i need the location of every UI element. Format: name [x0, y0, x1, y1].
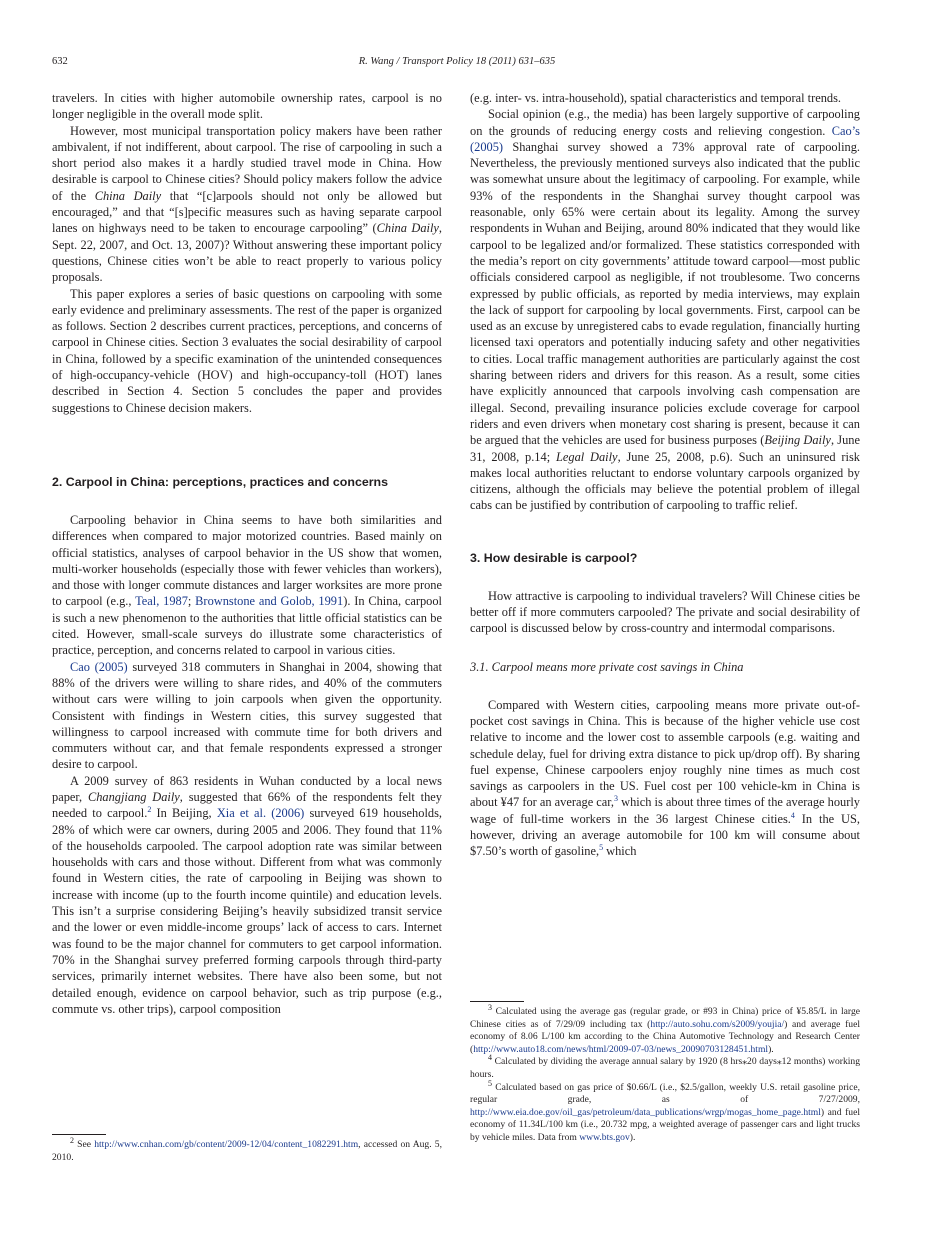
journal-citation: R. Wang / Transport Policy 18 (2011) 631–635: [358, 56, 556, 67]
subsection-3-1-heading: 3.1. Carpool means more private cost savings in China: [470, 659, 744, 674]
footnote-divider: [52, 1134, 106, 1135]
paragraph: travelers. In cities with higher automobile ownership rates, carpool is no longer negligible in the overall mode split.: [52, 91, 442, 122]
footnote-url-link[interactable]: http://auto.sohu.com/s2009/youjia/: [650, 1018, 785, 1030]
footnotes-right: [470, 1001, 860, 1145]
footnote-3: $^3$ Calculated using the average gas (regular grade, or #93 in China) price of ¥5.85/L in large Chinese cities as of 7/29/09 including tax (http://auto.sohu.com/s2009/youjia/) and average fuel economy of 8.06 L/100 km according to the China Automotive Technology and Research Center (http://www.auto18.com/news/html/2009-07-03/news_20090703128451.html).: [470, 1002, 860, 1055]
footnote-2: $^2$ See http://www.cnhan.com/gb/content/2009-12/04/content_1082291.htm, accessed on Aug. 5, 2010.: [52, 1135, 442, 1163]
footnote-4: $^4$ Calculated by dividing the average annual salary by 1920 (8 hrs⁎20 days⁎12 months) working hours.: [470, 1053, 860, 1080]
right-column: [470, 90, 860, 860]
reference-link[interactable]: Teal, 1987: [135, 594, 188, 609]
footnote-marker[interactable]: 2: [147, 805, 152, 815]
paragraph: Cao (2005) surveyed 318 commuters in Shanghai in 2004, showing that 88% of the drivers were willing to share rides, and 40% of the commuters without cars were willing to join carpools when given the opportunity. Consistent with findings in Western cities, this survey suggested that willingness to carpool increased with commute time for both drivers and commuters without car, and that female respondents expressed a stronger desire to carpool.: [52, 659, 442, 772]
footnote-marker[interactable]: 3: [614, 794, 619, 804]
reference-link[interactable]: Cao (2005): [70, 659, 128, 674]
left-column: [52, 90, 442, 1017]
paragraph: How attractive is carpooling to individual travelers? Will Chinese cities be better off if more commuters carpooled? The private and social desirability of carpool is discussed below by cross-country and intermodal comparisons.: [470, 588, 860, 636]
paragraph: Carpooling behavior in China seems to have both similarities and differences when compared to major motorized countries. Based mainly on official statistics, analyses of carpool behavior in the US show that women, multi-worker households (especially those with fewer vehicles than workers), and those with longer commute distances and larger worksites are more prone to carpool (e.g., Teal, 1987; Brownstone and Golob, 1991). In China, carpool is such a new phenomenon to the authorities that little official statistics can be cited. However, small-scale surveys do illustrate some characteristics of practice, perception, and concerns related to carpool in various cities.: [52, 512, 442, 658]
running-header: [52, 56, 862, 72]
paragraph: Social opinion (e.g., the media) has been largely supportive of carpooling on the grounds of reducing energy costs and relieving congestion. Cao’s (2005) Shanghai survey showed a 73% approval rate of carpooling. Nevertheless, the previously mentioned surveys also indicated that the public was somewhat unsure about the legitimacy of carpooling. For example, while 93% of the respondents in the Shanghai survey thought carpool was reasonable, only 65% were certain about its legality. Among the survey respondents in Wuhan and Beijing, around 80% indicated that they would like carpool to be legalized and/or formalized. These statistics corresponded with the media’s report on city governments’ attitude toward carpool—most public officials considered carpool as negligible, if not troublesome. Two concerns expressed by public officials, as reported by media interviews, may explain the lack of support for carpooling by local governments. First, carpool can be used as an excuse by unregistered cabs to evade regulation, financially hurting licensed taxi operators and potentially inducing safety and other negativities to cities. Local traffic management authorities are particularly against the cost sharing between riders and drivers for this reason. As a result, some cities have explicitly announced that carpools involving cash compensation are illegal. Second, prevailing insurance policies exclude coverage for carpool riders and even drivers when monetary cost sharing is present, because it can be argued that the vehicles are used for business purposes (Beijing Daily, June 31, 2008, p.14; Legal Daily, June 25, 2008, p.6). Such an uninsured risk makes local authorities reluctant to endorse voluntary carpools organized by citizens, although the officials may believe the potential problem of illegal cabs can be justified by contribution of carpooling to traffic relief.: [470, 107, 860, 513]
footnote-divider: [470, 1001, 524, 1002]
footnote-5: $^5$ Calculated based on gas price of $0.66/L (i.e., $2.5/gallon, weekly U.S. retail gasoline price, regular grade, as of 7/27/2009, http://www.eia.doe.gov/oil_gas/petroleum/data_publications/wrgp/mogas_home_page.html) and fuel economy of 11.34L/100 km (i.e., 20.732 mpg, a weighted average of passenger cars and light trucks by vehicle miles. Data from www.bts.gov).: [470, 1078, 860, 1143]
footnote-marker[interactable]: 4: [790, 810, 795, 820]
footnote-url-link[interactable]: http://www.eia.doe.gov/oil_gas/petroleum/data_publications/wrgp/mogas_home_page.html: [470, 1106, 821, 1118]
paragraph: A 2009 survey of 863 residents in Wuhan conducted by a local news paper, Changjiang Daily, suggested that 66% of the respondents felt they needed to carpool.$^2$ In Beijing, Xia et al. (2006) surveyed 619 households, 28% of which were car owners, during 2005 and 2006. They found that 11% of the households carpooled. The carpool adoption rate was similar between households with cars and those without. Different from what was commonly found in Western cities, the rate of carpooling in Beijing was shown to increase with income (up to the fourth income quintile) and education levels. This isn’t a surprise considering Beijing’s heavily subsidized transit service and the lower or even middle-income groups’ lack of access to cars. Internet was found to be the major channel for commuters to get carpool information. 70% in the Shanghai survey preferred forming carpools through third-party services, primarily internet websites. There have also been some, but not detailed enough, evidence on carpool behavior, such as trip purpose (e.g., commute vs. other trips), carpool composition: [52, 773, 443, 1016]
footnote-marker[interactable]: 5: [599, 843, 604, 853]
footnote-url-link[interactable]: www.bts.gov: [579, 1131, 630, 1143]
paragraph: (e.g. inter- vs. intra-household), spatial characteristics and temporal trends.: [470, 91, 841, 105]
reference-link[interactable]: Brownstone and Golob, 1991: [195, 594, 344, 609]
reference-link[interactable]: Cao’s (2005): [470, 123, 860, 154]
section-3-heading: 3. How desirable is carpool?: [470, 550, 638, 565]
footnote-url-link[interactable]: http://www.auto18.com/news/html/2009-07-03/news_20090703128451.html: [473, 1043, 769, 1055]
reference-link[interactable]: Xia et al. (2006): [216, 806, 305, 821]
paragraph: However, most municipal transportation policy makers have been rather ambivalent, if not indifferent, about carpool. The rise of carpooling in such a short period also makes it a hardly studied travel mode in China. How desirable is carpool to Chinese cities? Should policy makers follow the advice of the China Daily that “[c]arpools should not only be allowed but encouraged,” and that “[s]pecific measures such as having separate carpool lanes on highways need to be taken to encourage carpooling” (China Daily, Sept. 22, 2007, and Oct. 13, 2007)? Without answering these important policy questions, Chinese cities won’t be able to react properly to various policy proposals.: [52, 123, 443, 285]
footnotes-left: [52, 1134, 442, 1164]
paragraph: This paper explores a series of basic questions on carpooling with some early evidence and preliminary assessments. The rest of the paper is organized as follows. Section 2 describes current practices, perceptions, and concerns of carpool in Chinese cities. Section 3 evaluates the social desirability of carpool in China, followed by a specific examination of the unintended consequences of high-occupancy-vehicle (HOV) and high-occupancy-toll (HOT) lanes described in Section 4. Section 5 concludes the paper and provides suggestions to Chinese decision makers.: [52, 286, 442, 415]
footnote-url-link[interactable]: http://www.cnhan.com/gb/content/2009-12/04/content_1082291.htm: [94, 1139, 359, 1150]
page-number: 632: [52, 56, 68, 67]
paragraph: Compared with Western cities, carpooling means more private out-of-pocket cost savings in China. This is because of the higher vehicle use cost relative to income and the lower cost to assemble carpools (e.g. waiting and schedule delay, fuel for driving extra distance to pick up/drop off). By sharing fuel expense, Chinese carpoolers enjoy roughly nine times as much cost savings as carpoolers in the US. Fuel cost per 100 vehicle-km in China is about ¥47 for an average car,$^3$ which is about three times of the average hourly wage of full-time workers in the 36 largest Chinese cities.$^4$ In the US, however, driving an average automobile for 100 km will consume about $7.50’s worth of gasoline,$^5$ which: [470, 697, 860, 859]
section-2-heading: 2. Carpool in China: perceptions, practices and concerns: [52, 474, 389, 489]
